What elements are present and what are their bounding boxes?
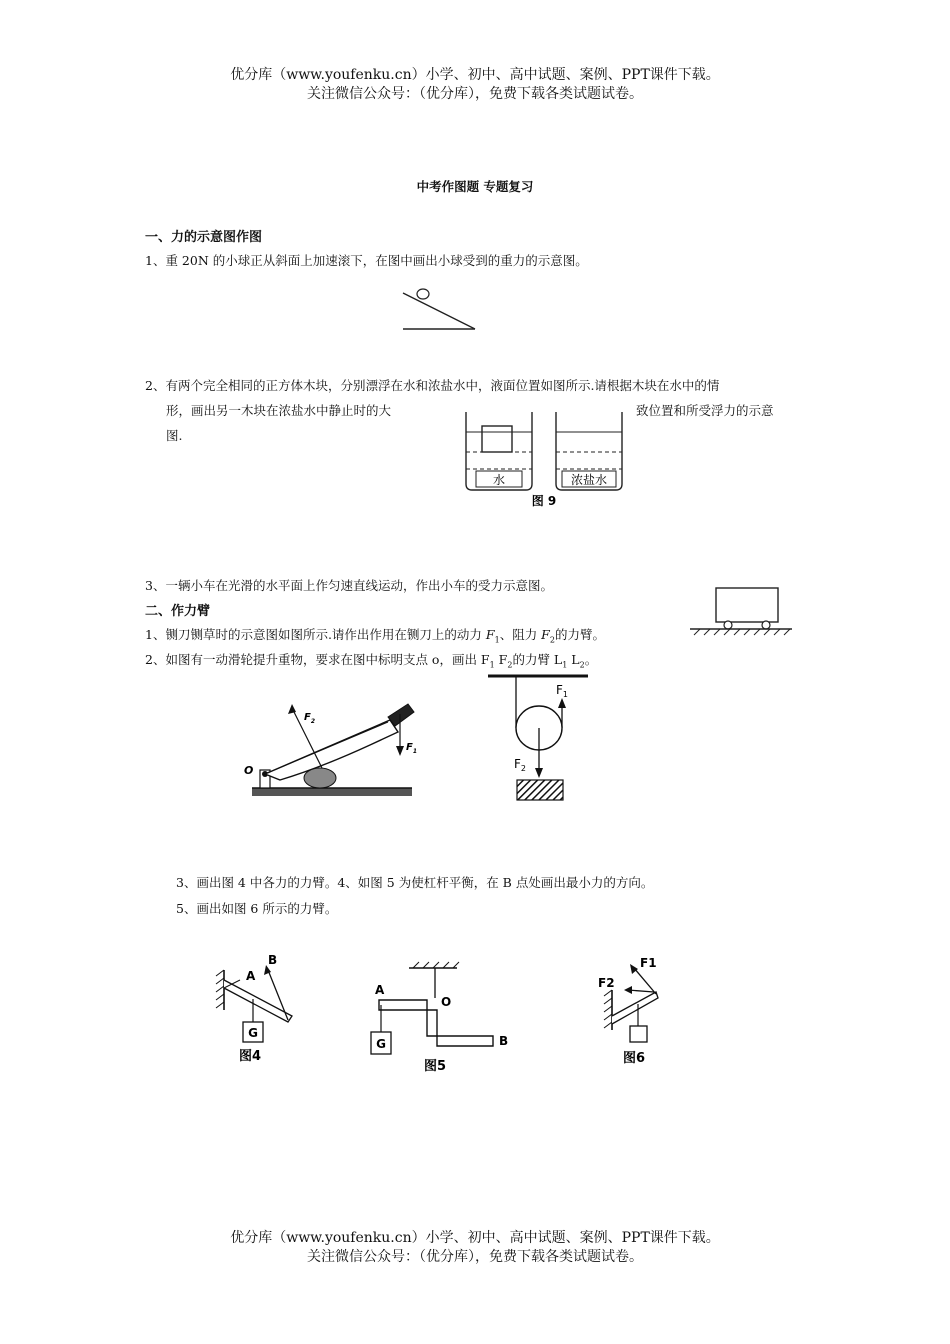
question-2-1: 1、铡刀铡草时的示意图如图所示.请作出作用在铡刀上的动力 $F_1$、阻力 $F_2$的力臂。 xyxy=(145,627,605,645)
pulley-figure xyxy=(484,670,594,806)
pulley-f2-arrowhead xyxy=(535,768,543,778)
header-line-1: 优分库（www.youfenku.cn）小学、初中、高中试题、案例、PPT课件下载。 xyxy=(230,67,720,83)
water-label: 水 xyxy=(492,473,506,487)
weight-block xyxy=(517,780,563,800)
fig4-lever xyxy=(224,980,292,1022)
cutter-o-label: O xyxy=(244,764,254,777)
fig5-lever xyxy=(379,1000,493,1046)
cutter-handle xyxy=(388,704,414,726)
fig6-f1-label: F1 xyxy=(640,956,657,970)
fig5-a-label: A xyxy=(375,983,385,997)
fig5-g-label: G xyxy=(376,1037,386,1051)
fig6-weight xyxy=(630,1026,647,1042)
section-2-heading: 二、作力臂 xyxy=(145,604,211,619)
fig6-f2-label: F2 xyxy=(598,976,615,990)
question-1-2-line-2a: 形，画出另一木块在浓盐水中静止时的大 xyxy=(166,403,392,418)
question-1-2-line-1: 2、有两个完全相同的正方体木块，分别漂浮在水和浓盐水中，液面位置如图所示.请根据木块在水中的情 xyxy=(145,378,720,393)
section-1-heading: 一、力的示意图作图 xyxy=(145,230,263,245)
force-f1-arrowhead xyxy=(396,746,404,756)
fig4-b-label: B xyxy=(268,953,278,967)
figure-4 xyxy=(210,950,310,1070)
header-line-2: 关注微信公众号：（优分库），免费下载各类试题试卷。 xyxy=(307,86,643,102)
question-1-2-line-2b: 致位置和所受浮力的示意 xyxy=(636,403,774,418)
grass-bundle xyxy=(304,768,336,788)
incline-figure xyxy=(395,283,485,333)
question-1-2-line-3: 图. xyxy=(166,428,183,443)
fig4-caption: 图4 xyxy=(238,1049,262,1064)
brine-label: 浓盐水 xyxy=(570,473,608,487)
cart-wheel-right xyxy=(762,621,770,629)
figure-5 xyxy=(365,960,515,1075)
cart-body xyxy=(716,588,778,622)
cart-figure xyxy=(686,584,796,640)
ball xyxy=(417,289,429,299)
question-2-2: 2、如图有一动滑轮提升重物，要求在图中标明支点 o，画出 $F_1$ $F_2$的力臂 $L_1$ $L_2$。 xyxy=(145,652,598,670)
pulley-f1-label: $F_1$ xyxy=(556,683,568,699)
pulley-f1-arrowhead xyxy=(558,698,566,708)
cutter-figure xyxy=(240,690,420,802)
fig4-a-label: A xyxy=(246,969,256,983)
fig4-g-label: G xyxy=(248,1026,258,1040)
wood-block xyxy=(482,426,512,452)
fig5-o-label: O xyxy=(441,995,452,1009)
question-2-5: 5、画出如图 6 所示的力臂。 xyxy=(176,901,338,916)
page-title: 中考作图题 专题复习 xyxy=(416,179,534,194)
footer-line-1: 优分库（www.youfenku.cn）小学、初中、高中试题、案例、PPT课件下载。 xyxy=(230,1230,720,1246)
fig5-caption: 图5 xyxy=(423,1059,447,1074)
cart-wheel-left xyxy=(724,621,732,629)
fig6-lever xyxy=(612,992,658,1024)
incline-slope xyxy=(403,293,475,329)
cutter-f1-label: $F_1$ xyxy=(406,742,418,755)
figure-6 xyxy=(592,950,672,1070)
footer-line-2: 关注微信公众号：（优分库），免费下载各类试题试卷。 xyxy=(307,1249,643,1265)
figure-9-caption: 图 9 xyxy=(531,494,557,508)
cutter-f2-label: $F_2$ xyxy=(304,712,316,725)
fig5-b-label: B xyxy=(499,1034,509,1048)
question-2-3-4: 3、画出图 4 中各力的力臂。4、如图 5 为使杠杆平衡，在 B 点处画出最小力的方向。 xyxy=(176,875,654,890)
fig6-caption: 图6 xyxy=(622,1051,646,1066)
figure-9-beakers xyxy=(460,408,630,513)
question-1-3: 3、一辆小车在光滑的水平面上作匀速直线运动，作出小车的受力示意图。 xyxy=(145,578,553,593)
pulley-f2-label: $F_2$ xyxy=(514,757,526,773)
question-1-1: 1、重 20N 的小球正从斜面上加速滚下，在图中画出小球受到的重力的示意图。 xyxy=(145,253,588,268)
cutter-base xyxy=(252,788,412,796)
